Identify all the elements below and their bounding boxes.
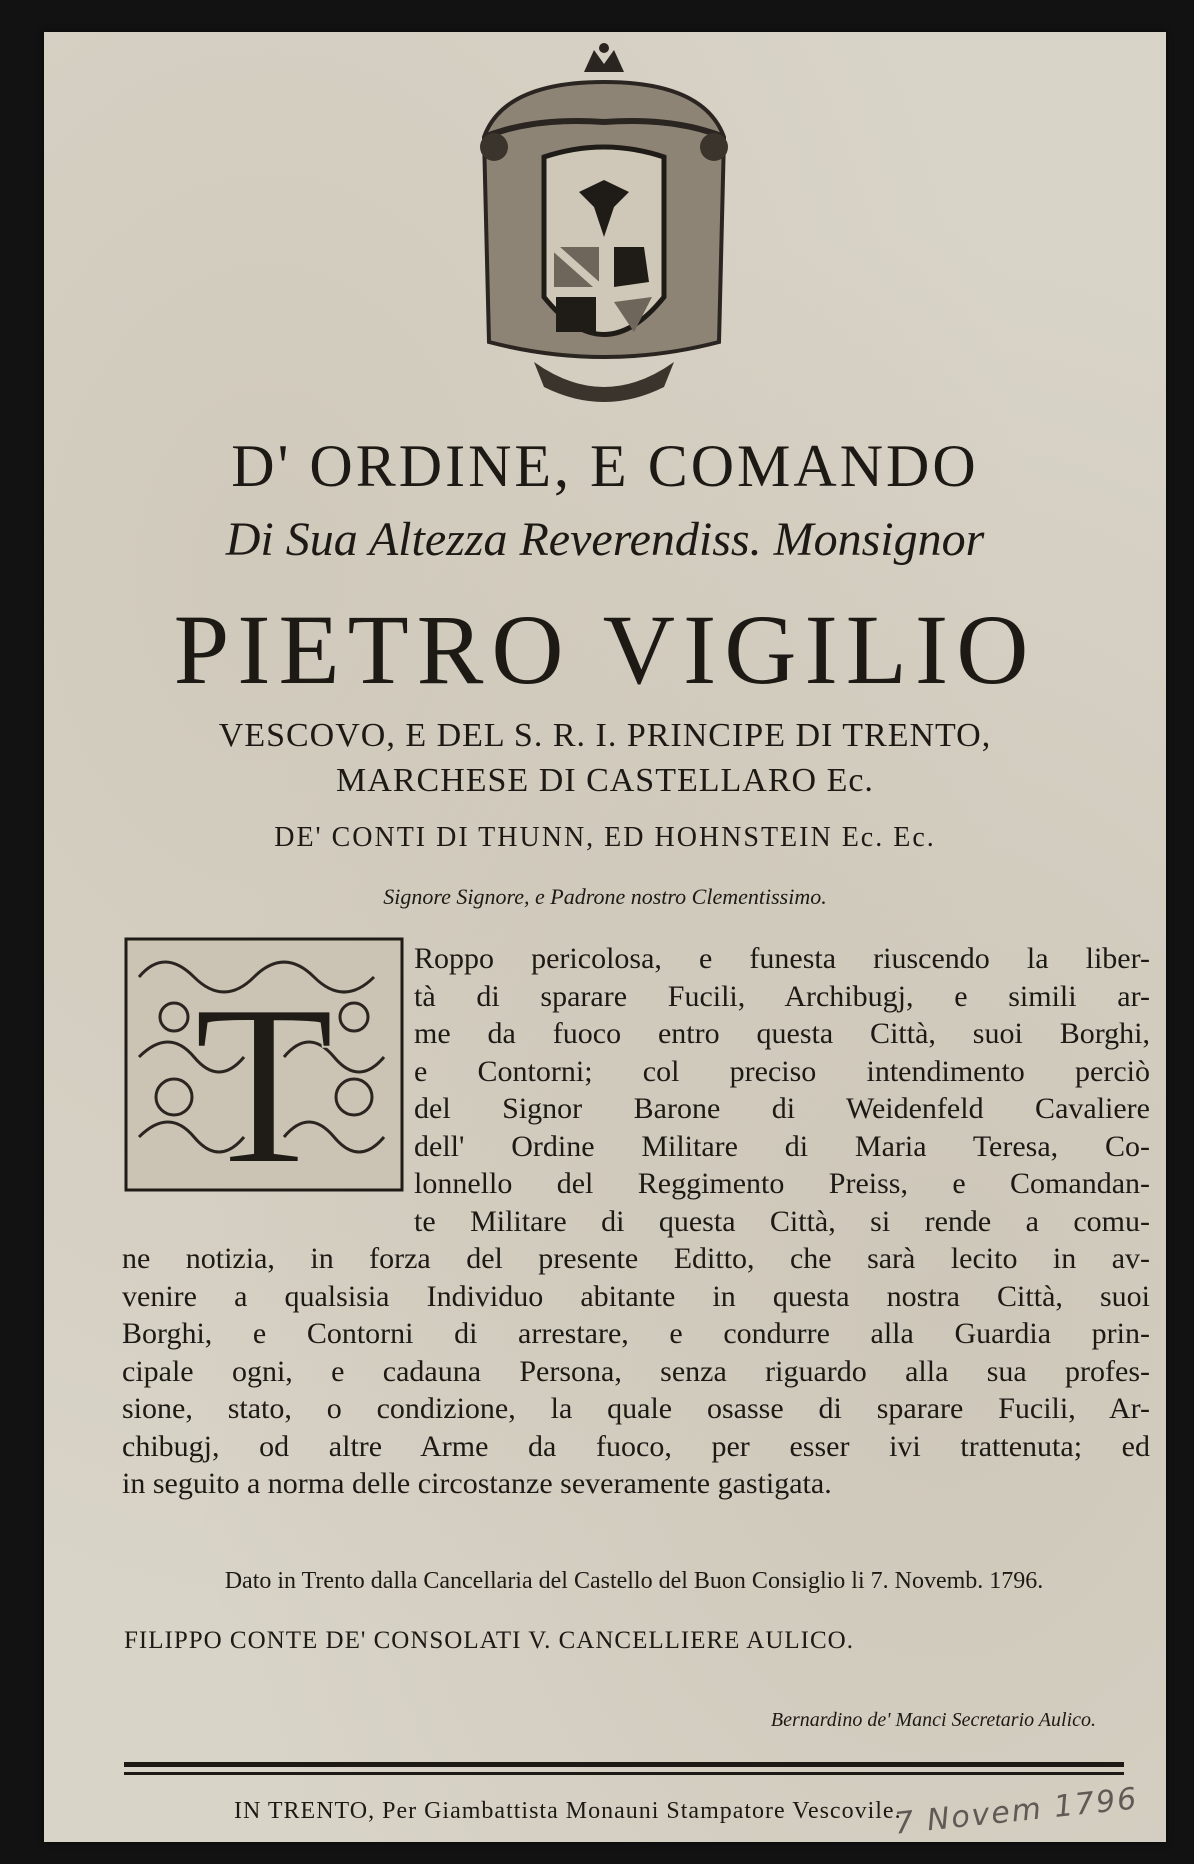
divider-rule [124, 1762, 1124, 1767]
body-line: lonnello del Reggimento Preiss, e Comandan- [414, 1167, 1150, 1200]
salutation: Signore Signore, e Padrone nostro Clementissimo. [383, 884, 827, 909]
body-line: chibugj, od altre Arme da fuoco, per esser ivi trattenuta; ed [122, 1429, 1150, 1463]
edict-body [122, 940, 1150, 1503]
title-line-2: MARCHESE DI CASTELLARO Ec. [336, 762, 874, 799]
edict-subheading: Di Sua Altezza Reverendiss. Monsignor [225, 513, 985, 566]
coat-of-arms-icon [474, 42, 734, 417]
body-line: in seguito a norma delle circostanze severamente gastigata. [122, 1467, 832, 1500]
body-line: te Militare di questa Città, si rende a comu- [414, 1204, 1150, 1238]
body-line: Borghi, e Contorni di arrestare, e condurre alla Guardia prin- [122, 1317, 1150, 1350]
bishop-name: PIETRO VIGILIO [173, 594, 1037, 705]
body-line: tà di sparare Fucili, Archibugj, e simili ar- [414, 979, 1150, 1013]
edict-heading: D' ORDINE, E COMANDO [231, 433, 979, 499]
body-line: Roppo pericolosa, e funesta riuscendo la liber- [414, 942, 1150, 975]
body-line: e Contorni; col preciso intendimento perciò [414, 1054, 1150, 1088]
title-line-1: VESCOVO, E DEL S. R. I. PRINCIPE DI TRENTO, [218, 717, 992, 754]
body-line: sione, stato, o condizione, la quale osasse di sparare Fucili, Ar- [122, 1392, 1150, 1425]
secretary: Bernardino de' Manci Secretario Aulico. [770, 1709, 1096, 1731]
signatory: FILIPPO CONTE DE' CONSOLATI V. CANCELLIERE AULICO. [124, 1627, 854, 1654]
title-line-3: DE' CONTI DI THUNN, ED HOHNSTEIN Ec. Ec. [274, 822, 936, 853]
date-line: Dato in Trento dalla Cancellaria del Castello del Buon Consiglio li 7. Novemb. 1796. [224, 1568, 1044, 1594]
body-line: del Signor Barone di Weidenfeld Cavaliere [414, 1092, 1150, 1125]
printer-imprint: IN TRENTO, Per Giambattista Monauni Stampatore Vescovile. [234, 1798, 902, 1824]
handwritten-note: 7 Novem 1796 [892, 1781, 1140, 1842]
divider-rule [124, 1772, 1124, 1775]
drop-cap-letter: T [193, 957, 335, 1192]
body-line: venire a qualsisia Individuo abitante in questa nostra Città, suoi [122, 1279, 1150, 1313]
body-line: cipale ogni, e cadauna Persona, senza riguardo alla sua profes- [122, 1354, 1150, 1388]
edict-sheet [44, 32, 1166, 1842]
body-line: dell' Ordine Militare di Maria Teresa, Co- [414, 1129, 1150, 1163]
body-line: me da fuoco entro questa Città, suoi Borghi, [414, 1017, 1150, 1050]
body-line: ne notizia, in forza del presente Editto, che sarà lecito in av- [122, 1242, 1150, 1275]
